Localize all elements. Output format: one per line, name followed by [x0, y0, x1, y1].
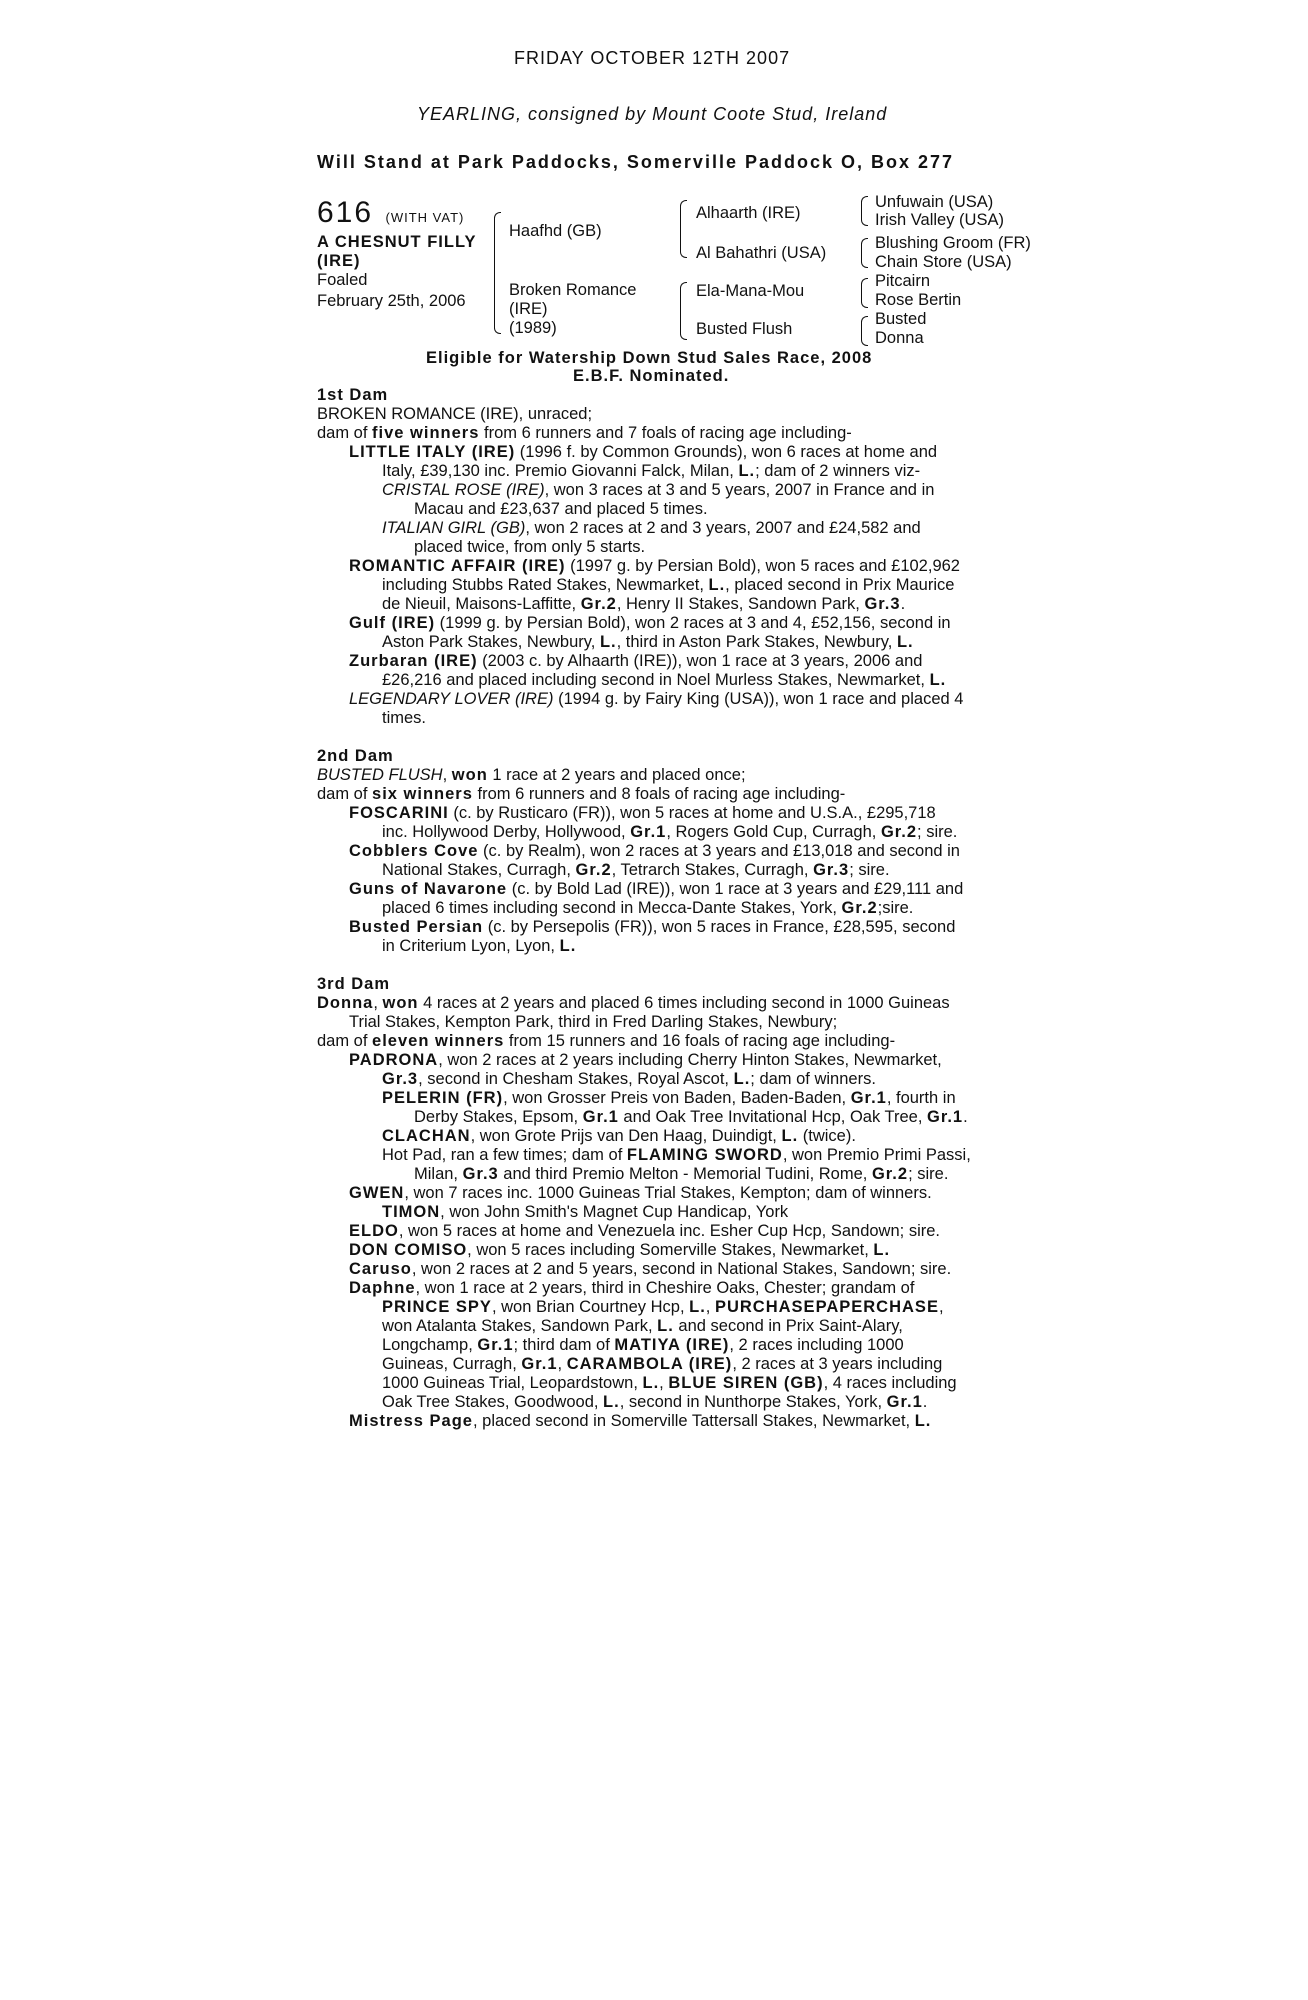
sire-dam-sire: Blushing Groom (FR): [875, 234, 1031, 252]
lot-name-suffix: (IRE): [317, 252, 361, 270]
list-item: PADRONA, won 2 races at 2 years including Cherry Hinton Stakes, Newmarket,: [349, 1051, 942, 1069]
list-item: Busted Persian (c. by Persepolis (FR)), won 5 races in France, £28,595, second: [349, 918, 956, 936]
list-item: CRISTAL ROSE (IRE), won 3 races at 3 and 5 years, 2007 in France and in: [382, 481, 935, 499]
list-item: GWEN, won 7 races inc. 1000 Guineas Trial Stakes, Kempton; dam of winners.: [349, 1184, 932, 1202]
pedigree-notes: [317, 386, 1037, 1431]
list-item: placed twice, from only 5 starts.: [414, 538, 646, 556]
list-item: Zurbaran (IRE) (2003 c. by Alhaarth (IRE)), won 1 race at 3 years, 2006 and: [349, 652, 923, 670]
list-item: DON COMISO, won 5 races including Somerville Stakes, Newmarket, L.: [349, 1241, 891, 1259]
stabling-location: Will Stand at Park Paddocks, Somerville Paddock O, Box 277: [317, 152, 955, 172]
list-item: Gr.3, second in Chesham Stakes, Royal Ascot, L.; dam of winners.: [382, 1070, 876, 1088]
list-item: including Stubbs Rated Stakes, Newmarket, L., placed second in Prix Maurice: [382, 576, 955, 594]
list-item: CLACHAN, won Grote Prijs van Den Haag, Duindigt, L. (twice).: [382, 1127, 856, 1145]
dam-dam-sire: Busted: [875, 310, 927, 328]
list-item: won Atalanta Stakes, Sandown Park, L. and second in Prix Saint-Alary,: [382, 1317, 903, 1335]
list-item: Daphne, won 1 race at 2 years, third in Cheshire Oaks, Chester; grandam of: [349, 1279, 915, 1297]
list-item: ELDO, won 5 races at home and Venezuela inc. Esher Cup Hcp, Sandown; sire.: [349, 1222, 940, 1240]
dam-sire-sire: Pitcairn: [875, 272, 931, 290]
sire-sire-sire: Unfuwain (USA): [875, 193, 994, 211]
list-item: de Nieuil, Maisons-Laffitte, Gr.2, Henry II Stakes, Sandown Park, Gr.3.: [382, 595, 906, 613]
list-item: TIMON, won John Smith's Magnet Cup Handicap, York: [382, 1203, 789, 1221]
lot-name: A CHESNUT FILLY: [317, 233, 477, 251]
dam-name: Broken Romance: [509, 281, 637, 299]
list-item: placed 6 times including second in Mecca-Dante Stakes, York, Gr.2;sire.: [382, 899, 914, 917]
list-item: Longchamp, Gr.1; third dam of MATIYA (IRE), 2 races including 1000: [382, 1336, 904, 1354]
first-dam-line: BROKEN ROMANCE (IRE), unraced;: [317, 405, 593, 423]
list-item: National Stakes, Curragh, Gr.2, Tetrarch Stakes, Curragh, Gr.3; sire.: [382, 861, 890, 879]
list-item: LEGENDARY LOVER (IRE) (1994 g. by Fairy King (USA)), won 1 race and placed 4: [349, 690, 964, 708]
foaled-label: Foaled: [317, 271, 368, 289]
pedigree-brace-gen1: [494, 212, 501, 334]
dam-sire: Ela-Mana-Mou: [696, 282, 805, 300]
list-item: ROMANTIC AFFAIR (IRE) (1997 g. by Persian Bold), won 5 races and £102,962: [349, 557, 960, 575]
list-item: Guineas, Curragh, Gr.1, CARAMBOLA (IRE), 2 races at 3 years including: [382, 1355, 943, 1373]
dam-dam-dam: Donna: [875, 329, 924, 347]
list-item: PELERIN (FR), won Grosser Preis von Baden, Baden-Baden, Gr.1, fourth in: [382, 1089, 956, 1107]
third-dam-line-cont: Trial Stakes, Kempton Park, third in Fred Darling Stakes, Newbury;: [349, 1013, 838, 1031]
third-dam-produce: dam of eleven winners from 15 runners and 16 foals of racing age including-: [317, 1032, 896, 1050]
list-item: Guns of Navarone (c. by Bold Lad (IRE)), won 1 race at 3 years and £29,111 and: [349, 880, 964, 898]
sale-date: FRIDAY OCTOBER 12TH 2007: [514, 48, 791, 68]
dam-sire-dam: Rose Bertin: [875, 291, 962, 309]
consignor-line: YEARLING, consigned by Mount Coote Stud, Ireland: [417, 104, 888, 124]
list-item: inc. Hollywood Derby, Hollywood, Gr.1, Rogers Gold Cup, Curragh, Gr.2; sire.: [382, 823, 958, 841]
third-dam-heading: 3rd Dam: [317, 975, 391, 993]
list-item: Aston Park Stakes, Newbury, L., third in Aston Park Stakes, Newbury, L.: [382, 633, 914, 651]
list-item: Milan, Gr.3 and third Premio Melton - Memorial Tudini, Rome, Gr.2; sire.: [414, 1165, 949, 1183]
dam-suffix: (IRE): [509, 300, 548, 318]
foaled-date: February 25th, 2006: [317, 292, 466, 310]
sire-sire-dam: Irish Valley (USA): [875, 211, 1004, 229]
pedigree-brace-g3-1: [861, 196, 868, 226]
dam-dam: Busted Flush: [696, 320, 793, 338]
dam-year: (1989): [509, 319, 557, 337]
pedigree-brace-g3-3: [861, 278, 868, 308]
list-item: FOSCARINI (c. by Rusticaro (FR)), won 5 races at home and U.S.A., £295,718: [349, 804, 936, 822]
list-item: times.: [382, 709, 427, 727]
list-item: ITALIAN GIRL (GB), won 2 races at 2 and 3 years, 2007 and £24,582 and: [382, 519, 921, 537]
second-dam-produce: dam of six winners from 6 runners and 8 foals of racing age including-: [317, 785, 846, 803]
second-dam-heading: 2nd Dam: [317, 747, 394, 765]
list-item: Oak Tree Stakes, Goodwood, L., second in Nunthorpe Stakes, York, Gr.1.: [382, 1393, 928, 1411]
lot-number-block: [317, 196, 464, 230]
list-item: Hot Pad, ran a few times; dam of FLAMING SWORD, won Premio Primi Passi,: [382, 1146, 971, 1164]
pedigree-brace-g3-2: [861, 238, 868, 268]
list-item: Macau and £23,637 and placed 5 times.: [414, 500, 708, 518]
list-item: Mistress Page, placed second in Somerville Tattersall Stakes, Newmarket, L.: [349, 1412, 932, 1430]
list-item: Italy, £39,130 inc. Premio Giovanni Falck, Milan, L.; dam of 2 winners viz-: [382, 462, 921, 480]
lot-number: 616: [317, 196, 374, 229]
list-item: Cobblers Cove (c. by Realm), won 2 races at 3 years and £13,018 and second in: [349, 842, 960, 860]
list-item: £26,216 and placed including second in Noel Murless Stakes, Newmarket, L.: [382, 671, 947, 689]
sire-dam: Al Bahathri (USA): [696, 244, 827, 262]
list-item: Caruso, won 2 races at 2 and 5 years, second in National Stakes, Sandown; sire.: [349, 1260, 952, 1278]
vat-note: (WITH VAT): [385, 210, 465, 225]
pedigree-brace-sire-line: [680, 200, 687, 258]
list-item: LITTLE ITALY (IRE) (1996 f. by Common Grounds), won 6 races at home and: [349, 443, 938, 461]
first-dam-heading: 1st Dam: [317, 386, 389, 404]
sire-sire: Alhaarth (IRE): [696, 204, 801, 222]
sire-dam-dam: Chain Store (USA): [875, 253, 1012, 271]
pedigree-brace-g3-4: [861, 316, 868, 346]
list-item: Gulf (IRE) (1999 g. by Persian Bold), won 2 races at 3 and 4, £52,156, second in: [349, 614, 951, 632]
pedigree-brace-dam-line: [680, 282, 687, 340]
sire-name: Haafhd (GB): [509, 222, 602, 240]
second-dam-line: BUSTED FLUSH, won 1 race at 2 years and placed once;: [317, 766, 746, 784]
first-dam-produce: dam of five winners from 6 runners and 7 foals of racing age including-: [317, 424, 852, 442]
list-item: Derby Stakes, Epsom, Gr.1 and Oak Tree Invitational Hcp, Oak Tree, Gr.1.: [414, 1108, 968, 1126]
list-item: PRINCE SPY, won Brian Courtney Hcp, L., PURCHASEPAPERCHASE,: [382, 1298, 944, 1316]
ebf-nominated: E.B.F. Nominated.: [573, 367, 730, 385]
list-item: in Criterium Lyon, Lyon, L.: [382, 937, 577, 955]
list-item: 1000 Guineas Trial, Leopardstown, L., BLUE SIREN (GB), 4 races including: [382, 1374, 957, 1392]
third-dam-line: Donna, won 4 races at 2 years and placed 6 times including second in 1000 Guineas: [317, 994, 950, 1012]
eligibility-line: Eligible for Watership Down Stud Sales Race, 2008: [426, 349, 873, 367]
